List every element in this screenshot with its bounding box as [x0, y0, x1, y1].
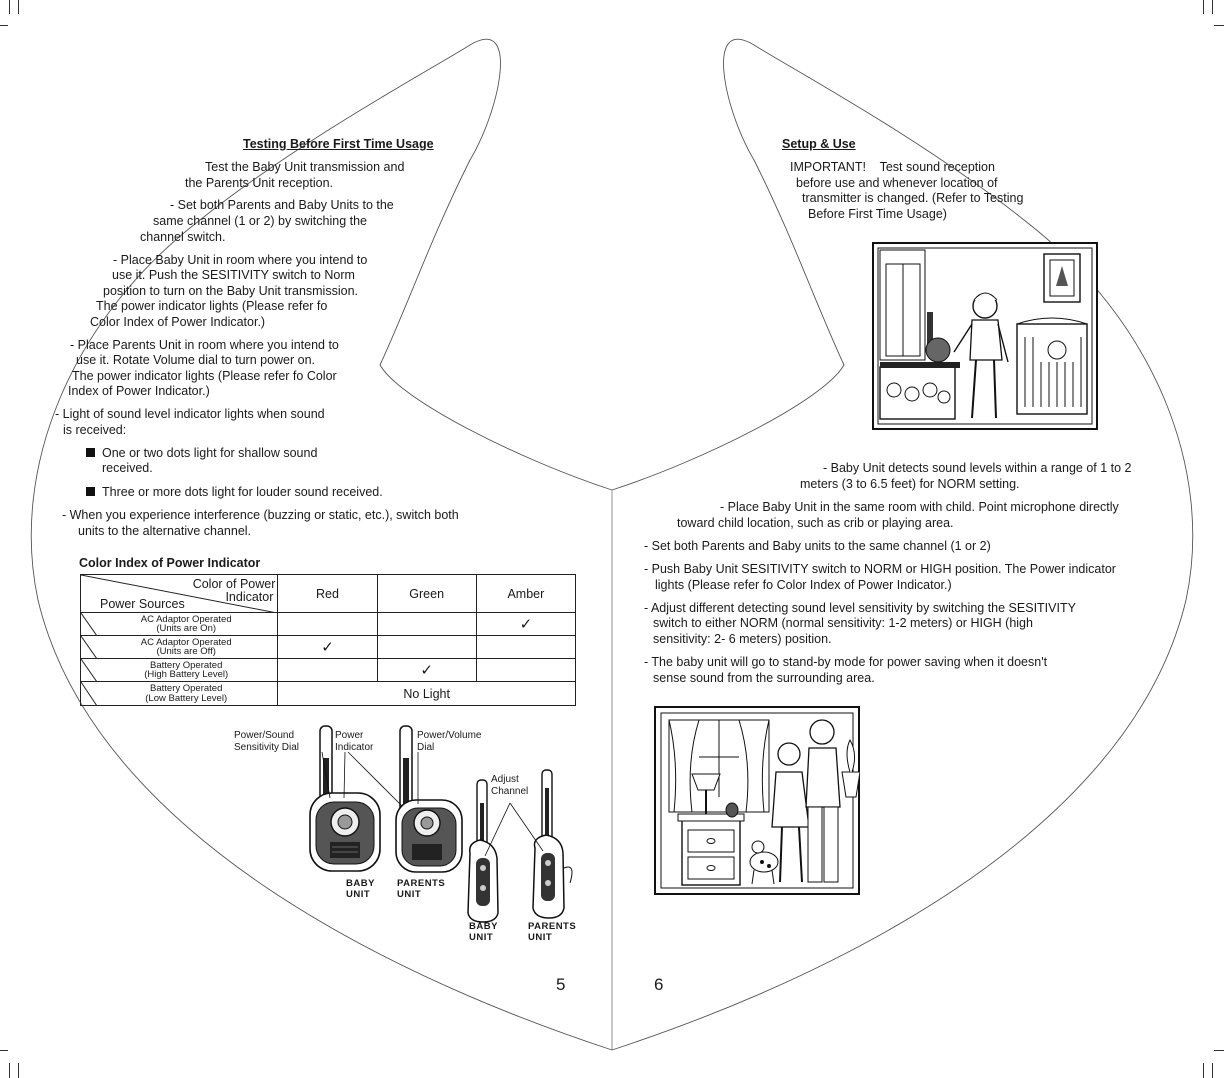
left-step5-line-1: - When you experience interference (buzzing or static, etc.), switch both [62, 508, 459, 522]
baby-label-line-2: UNIT [469, 931, 494, 943]
label-power-indicator [335, 730, 373, 753]
header-sources: Power Sources [100, 597, 185, 611]
right-p4-line-1: - Push Baby Unit SESITIVITY switch to NORM or HIGH position. The Power indicator [644, 562, 1116, 576]
row-source-cell [81, 682, 278, 706]
label-power-sound-line-2: Sensitivity Dial [234, 741, 300, 753]
table-header-corner [81, 575, 278, 613]
row-source-line-1: AC Adaptor Operated [140, 636, 232, 648]
right-p4-line-2: lights (Please refer fo Color Index of Power Indicator.) [655, 578, 952, 592]
label-power-indicator-line-1: Power [335, 730, 364, 741]
cell-amber-check [476, 613, 575, 636]
left-heading: Testing Before First Time Usage [243, 137, 434, 151]
left-step4-line-1: - Light of sound level indicator lights when sound [55, 407, 325, 421]
table-row-battery-high [81, 659, 576, 682]
left-step3-line-3: The power indicator lights (Please refer fo Color [72, 369, 337, 383]
baby-label-line-1: BABY [469, 921, 498, 932]
right-p5-line-3: sensitivity: 2- 6 meters) position. [653, 632, 832, 646]
right-important-line-1: IMPORTANT! Test sound reception [790, 160, 995, 174]
row-source-cell [81, 613, 278, 636]
right-p1-line-2: meters (3 to 6.5 feet) for NORM setting. [800, 477, 1020, 491]
label-power-sound [234, 730, 299, 753]
cell-red-check [278, 636, 377, 659]
left-bullet2: Three or more dots light for louder sound received. [102, 485, 383, 499]
row-diagonal-line [81, 613, 97, 636]
row-source-cell [81, 636, 278, 659]
row-source-line-2: (Low Battery Level) [145, 692, 228, 704]
table-row-ac-on [81, 613, 576, 636]
parents-label-line-1: PARENTS [528, 921, 577, 932]
label-parents-unit-front [397, 879, 445, 900]
header-amber: Amber [476, 575, 575, 613]
page-number-right: 6 [654, 975, 664, 994]
right-p2-line-1: - Place Baby Unit in the same room with child. Point microphone directly [720, 500, 1119, 514]
label-power-volume-line-1: Power/Volume [417, 730, 482, 741]
label-adjust-channel [491, 774, 528, 797]
row-source-line-1: Battery Operated [150, 659, 223, 671]
right-important-line-2: before use and whenever location of [796, 176, 998, 190]
baby-label-line-1: BABY [346, 878, 375, 889]
left-intro-line-2: the Parents Unit reception. [185, 176, 333, 190]
right-p5-line-1: - Adjust different detecting sound level sensitivity by switching the SESITIVITY [644, 601, 1076, 615]
right-important-line-4: Before First Time Usage) [808, 207, 947, 221]
color-index-table [80, 574, 576, 706]
bullet-square-1 [86, 448, 95, 457]
parents-label-line-2: UNIT [528, 931, 553, 943]
nursery-illustration [872, 242, 1098, 430]
row-source-line-1: Battery Operated [150, 683, 223, 694]
right-p1-line-1: - Baby Unit detects sound levels within a range of 1 to 2 [823, 461, 1132, 475]
cell-no-light: No Light [278, 682, 576, 706]
left-bullet1-line-1: One or two dots light for shallow sound [102, 446, 318, 460]
row-source-line-2: (Units are On) [156, 623, 217, 634]
left-step5-line-2: units to the alternative channel. [78, 524, 252, 538]
right-p6-line-1: - The baby unit will go to stand-by mode for power saving when it doesn't [644, 655, 1048, 669]
right-p6-line-2: sense sound from the surrounding area. [653, 671, 875, 685]
row-source-line-2: (Units are Off) [156, 646, 216, 657]
left-step1-line-1: - Set both Parents and Baby Units to the [170, 198, 394, 212]
check-mark-icon: ✓ [519, 615, 533, 633]
label-adjust-line-2: Channel [491, 785, 529, 797]
cell-amber [476, 659, 575, 682]
cell-red [278, 659, 377, 682]
left-step1-line-2: same channel (1 or 2) by switching the [153, 214, 367, 228]
parents-unit-side-illustration [533, 770, 572, 918]
row-diagonal-line [81, 682, 97, 706]
family-illustration [654, 702, 860, 896]
left-step4-line-2: is received: [63, 423, 127, 437]
label-power-volume [417, 730, 481, 753]
header-indicator-line-1: Color of Power [192, 577, 276, 591]
label-power-volume-line-2: Dial [417, 741, 435, 753]
left-step3-line-2: use it. Rotate Volume dial to turn power on. [76, 353, 316, 367]
parents-label-line-2: UNIT [397, 888, 422, 900]
label-baby-unit-side [469, 922, 498, 943]
row-diagonal-line [81, 659, 97, 682]
baby-label-line-2: UNIT [346, 888, 371, 900]
check-mark-icon: ✓ [420, 661, 433, 679]
right-p2-line-2: toward child location, such as crib or playing area. [677, 516, 954, 530]
table-title: Color Index of Power Indicator [79, 556, 261, 570]
left-step2-line-1: - Place Baby Unit in room where you intend to [113, 253, 368, 267]
row-diagonal-line [81, 636, 97, 659]
cell-green [377, 636, 476, 659]
right-p5-line-2: switch to either NORM (normal sensitivity: 1-2 meters) or HIGH (high [653, 616, 1033, 630]
cell-green [377, 613, 476, 636]
table-row-battery-low [81, 682, 576, 706]
left-step2-line-3: position to turn on the Baby Unit transmission. [103, 284, 358, 298]
baby-unit-side-illustration [468, 780, 498, 922]
header-green: Green [377, 575, 476, 613]
table-row-ac-off [81, 636, 576, 659]
cell-green-check [377, 659, 476, 682]
label-parents-unit-side [528, 922, 576, 943]
row-source-line-1: AC Adaptor Operated [140, 613, 232, 625]
page-number-left: 5 [556, 975, 566, 994]
row-source-line-2: (High Battery Level) [144, 669, 229, 680]
left-bullet1-line-2: received. [102, 461, 153, 475]
label-adjust-line-1: Adjust [491, 774, 519, 785]
cell-red [278, 613, 377, 636]
header-red: Red [278, 575, 377, 613]
label-power-indicator-line-2: Indicator [335, 741, 374, 753]
left-intro-line-1: Test the Baby Unit transmission and [205, 160, 405, 174]
row-source-cell [81, 659, 278, 682]
bullet-square-2 [86, 487, 95, 496]
right-p3: - Set both Parents and Baby units to the same channel (1 or 2) [644, 539, 991, 553]
right-heading: Setup & Use [782, 137, 856, 151]
left-step1-line-3: channel switch. [140, 230, 226, 244]
left-step3-line-1: - Place Parents Unit in room where you intend to [70, 338, 339, 352]
right-important-line-3: transmitter is changed. (Refer to Testing [802, 191, 1024, 205]
label-power-sound-line-1: Power/Sound [234, 730, 295, 741]
left-step2-line-2: use it. Push the SESITIVITY switch to Norm [112, 268, 355, 282]
left-step2-line-5: Color Index of Power Indicator.) [90, 315, 266, 329]
check-mark-icon: ✓ [321, 638, 334, 656]
left-step2-line-4: The power indicator lights (Please refer fo [96, 299, 328, 313]
label-baby-unit-front [346, 879, 375, 900]
header-indicator-line-2: Indicator [225, 590, 274, 604]
parents-label-line-1: PARENTS [397, 878, 446, 889]
cell-amber [476, 636, 575, 659]
left-step3-line-4: Index of Power Indicator.) [68, 384, 210, 398]
